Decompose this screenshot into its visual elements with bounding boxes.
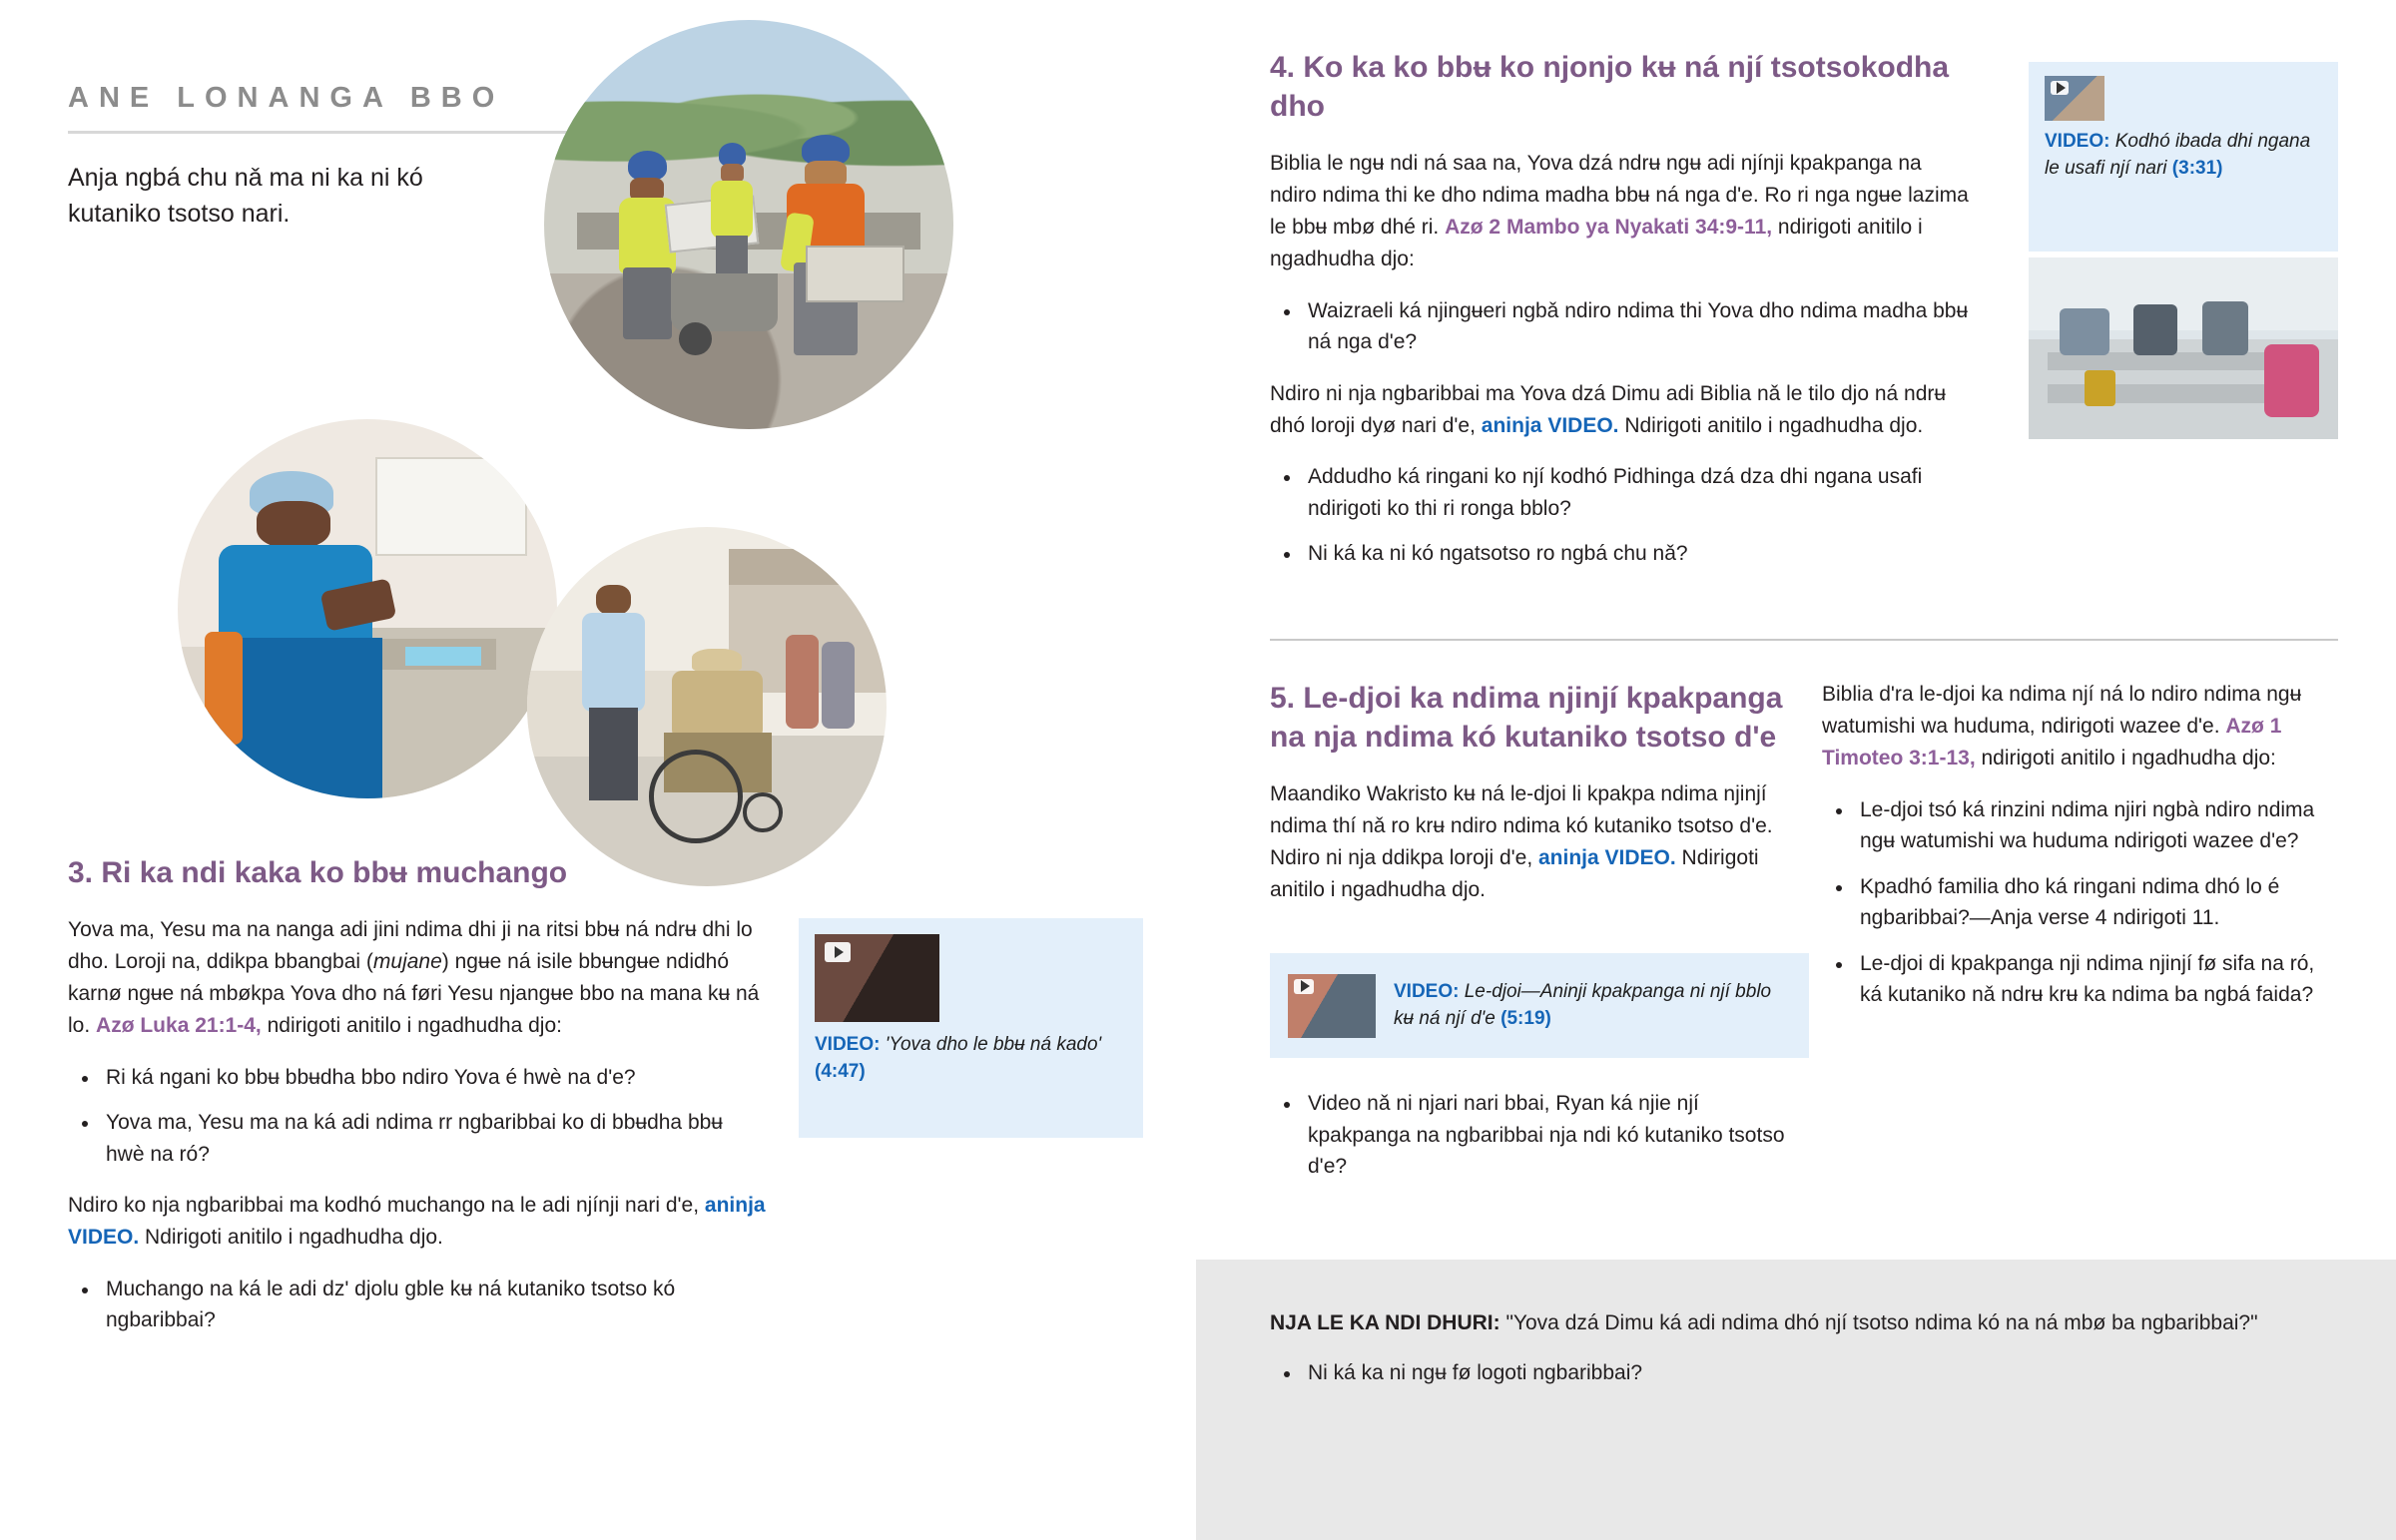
section-5-questions [1270, 1088, 1789, 1197]
section-5-right [1822, 679, 2341, 1031]
section-4-title: 4. Ko ka ko bbʉ ko njonjo kʉ ná njí tsotsokodha dho [1270, 51, 1950, 123]
section-5 [1270, 679, 1809, 926]
s3-p1b: ) ngʉe ná isile bbʉngʉe ndidhó karnø ngʉe ná mbøkpa Yova dho ná føri Yesu njangʉe bbo na mana kʉ ná lo. [68, 949, 760, 1037]
video-thumbnail[interactable] [815, 934, 939, 1022]
s4-p1a: Biblia le ngʉ ndi ná saa na, Yova dzá ndrʉ ngʉ adi njínji kpakpanga na ndiro ndima thi ke dho ndima madha bbʉ ná nga d'e. Ro ri nga ngʉe lazima le bbʉ mbø dhé ri. [1270, 152, 1969, 239]
list-item: • Kpadhó familia dho ká ringani ndima dhó lo é ngbaribbai?—Anja verse 4 ndirigoti 11. [1854, 871, 2341, 934]
s5r-b: ndirigoti anitilo i ngadhudha djo: [1975, 746, 2276, 770]
s5-video-link[interactable]: aninja VIDEO. [1538, 845, 1676, 869]
footer-content [1270, 1307, 2328, 1402]
section-5-right-paragraph [1822, 679, 2341, 774]
s3-p1-italic: mujane [372, 949, 442, 973]
s4-p1b: ndirigoti anitilo i ngadhudha djo: [1270, 215, 1923, 270]
video-thumbnail[interactable] [2045, 76, 2104, 121]
video-title: Le-djoi—Aninji kpakpanga ni njí bblo kʉ ná njí d'e [1394, 980, 1772, 1029]
illustration-woman-donation [178, 419, 557, 798]
section-3-questions [68, 1062, 767, 1171]
video-thumbnail[interactable] [1288, 974, 1376, 1038]
video-duration: (3:31) [2171, 157, 2223, 179]
list-item: • Ni ká ka ni kó ngatsotso ro ngbá chu nǎ? [1302, 538, 1969, 570]
s4-p2a: Ndiro ni nja ngbaribbai ma Yova dzá Dimu adi Biblia nǎ le tilo djo ná ndrʉ dhó loroji dyø nari d'e, [1270, 381, 1947, 437]
video-label: VIDEO: [1394, 980, 1460, 1002]
s4-p2b: Ndirigoti anitilo i ngadhudha djo. [1618, 413, 1924, 437]
s3-p2b: Ndirigoti anitilo i ngadhudha djo. [139, 1226, 443, 1250]
s3-scripture-ref[interactable]: Azø Luka 21:1-4, [96, 1013, 262, 1037]
section-4-paragraph-1 [1270, 148, 1969, 275]
section-3-questions-2 [68, 1274, 767, 1336]
section-3-paragraph-2 [68, 1190, 767, 1254]
s5-p1b: Ndirigoti anitilo i ngadhudha djo. [1270, 845, 1759, 901]
section-3-title: 3. Ri ka ndi kaka ko bbʉ muchango [68, 856, 568, 889]
section-3 [68, 853, 767, 1356]
video-duration: (5:19) [1500, 1007, 1551, 1029]
footer-quote-line [1270, 1307, 2328, 1339]
list-item: • Muchango na ká le adi dz' djolu gble kʉ ná kutaniko tsotso kó ngbaribbai? [100, 1274, 767, 1336]
video-card-section-5[interactable] [1270, 953, 1809, 1058]
section-4-paragraph-2 [1270, 378, 1969, 442]
list-item: • Le-djoi tsó ká rinzini ndima njiri ngbà ndiro ndima ngʉ watumishi wa huduma ndirigoti wazee d'e? [1854, 794, 2341, 857]
illustration-wheelchair [527, 527, 887, 886]
section-4-questions [1270, 295, 1969, 358]
list-item: • Ni ká ka ni ngʉ fø logoti ngbaribbai? [1302, 1357, 2328, 1389]
footer-quote: "Yova dzá Dimu ká adi ndima dhó njí tsotso ndima kó na ná mbø ba ngbaribbai?" [1505, 1311, 2258, 1334]
list-item: • Yova ma, Yesu ma na ká adi ndima rr ngbaribbai ko di bbʉdha bbʉ hwè na ró? [100, 1107, 767, 1170]
section-4-questions-2 [1270, 461, 1969, 570]
list-item: • Waizraeli ká njingʉeri ngbǎ ndiro ndima thi Yova dho ndima madha bbʉ ná nga d'e? [1302, 295, 1969, 358]
video-card-section-4[interactable] [2029, 62, 2338, 252]
video-title: Kodhó ibada dhi ngana le usafi njí nari [2045, 131, 2311, 179]
video-label: VIDEO: [815, 1034, 881, 1055]
s4-scripture-ref[interactable]: Azø 2 Mambo ya Nyakati 34:9-11, [1445, 215, 1773, 239]
section-divider [1270, 639, 2338, 641]
s3-video-link[interactable]: aninja VIDEO. [68, 1194, 766, 1250]
list-item: • Le-djoi di kpakpanga nji ndima njinjí fø sifa na ró, ká kutaniko nǎ ndrʉ krʉ ka ndima ba ngbá faida? [1854, 948, 2341, 1011]
video-card-section-3[interactable] [799, 918, 1143, 1138]
video-label: VIDEO: [2045, 131, 2110, 152]
play-icon[interactable] [2051, 81, 2069, 95]
section-5-paragraph-1 [1270, 778, 1809, 906]
page-kicker: ANE LONANGA BBO [68, 82, 627, 134]
video-caption [2029, 129, 2338, 196]
section-5-right-questions [1822, 794, 2341, 1011]
s3-p2a: Ndiro ko nja ngbaribbai ma kodhó muchango na le adi njínji nari d'e, [68, 1194, 705, 1218]
video-caption [1394, 979, 1791, 1032]
footer-label: NJA LE KA NDI DHURI: [1270, 1311, 1500, 1334]
s4-video-link[interactable]: aninja VIDEO. [1481, 413, 1619, 437]
footer-questions [1270, 1357, 2328, 1389]
s3-p1c: ndirigoti anitilo i ngadhudha djo: [261, 1013, 562, 1037]
illustration-construction [544, 20, 953, 429]
list-item: • Addudho ká ringani ko njí kodhó Pidhinga dzá dza dhi ngana usafi ndirigoti ko thi ri ronga bblo? [1302, 461, 1969, 524]
section-5-title: 5. Le-djoi ka ndima njinjí kpakpanga na nja ndima kó kutaniko tsotso d'e [1270, 682, 1783, 754]
section-4 [1270, 48, 1969, 590]
play-icon[interactable] [825, 942, 851, 962]
s5-p1a: Maandiko Wakristo kʉ ná le-djoi li kpakpa ndima njinjí ndima thí nǎ ro krʉ ndiro ndima kó kutaniko tsotso d'e. Ndiro ni nja ddikpa loroji d'e, [1270, 782, 1773, 869]
play-icon[interactable] [1294, 979, 1314, 994]
list-item: • Ri ká ngani ko bbʉ bbʉdha bbo ndiro Yova é hwè na d'e? [100, 1062, 767, 1094]
video-duration: (4:47) [815, 1060, 866, 1082]
video-caption [799, 1032, 1143, 1101]
page-lead: Anja ngbá chu nǎ ma ni ka ni kó kutaniko tsotso nari. [68, 164, 423, 229]
s3-p1a: Yova ma, Yesu ma na nanga adi jini ndima dhi ji na ritsi bbʉ ná ndrʉ dhi lo dho. Loroji na, ddikpa bbangbai ( [68, 918, 753, 973]
list-item: • Video nǎ ni njari nari bbai, Ryan ká njie njí kpakpanga na ngbaribbai nja ndi kó kutaniko tsotso d'e? [1302, 1088, 1789, 1183]
section-3-paragraph-1 [68, 914, 767, 1042]
s5r-a: Biblia d'ra le-djoi ka ndima njí ná lo ndiro ndima ngʉ watumishi wa huduma, ndirigoti wazee d'e. [1822, 683, 2302, 738]
video-title: 'Yova dho le bbʉ ná kado' [885, 1034, 1102, 1055]
s5r-scripture-ref[interactable]: Azø 1 Timoteo 3:1-13, [1822, 714, 2282, 770]
illustration-classroom [2029, 257, 2338, 439]
